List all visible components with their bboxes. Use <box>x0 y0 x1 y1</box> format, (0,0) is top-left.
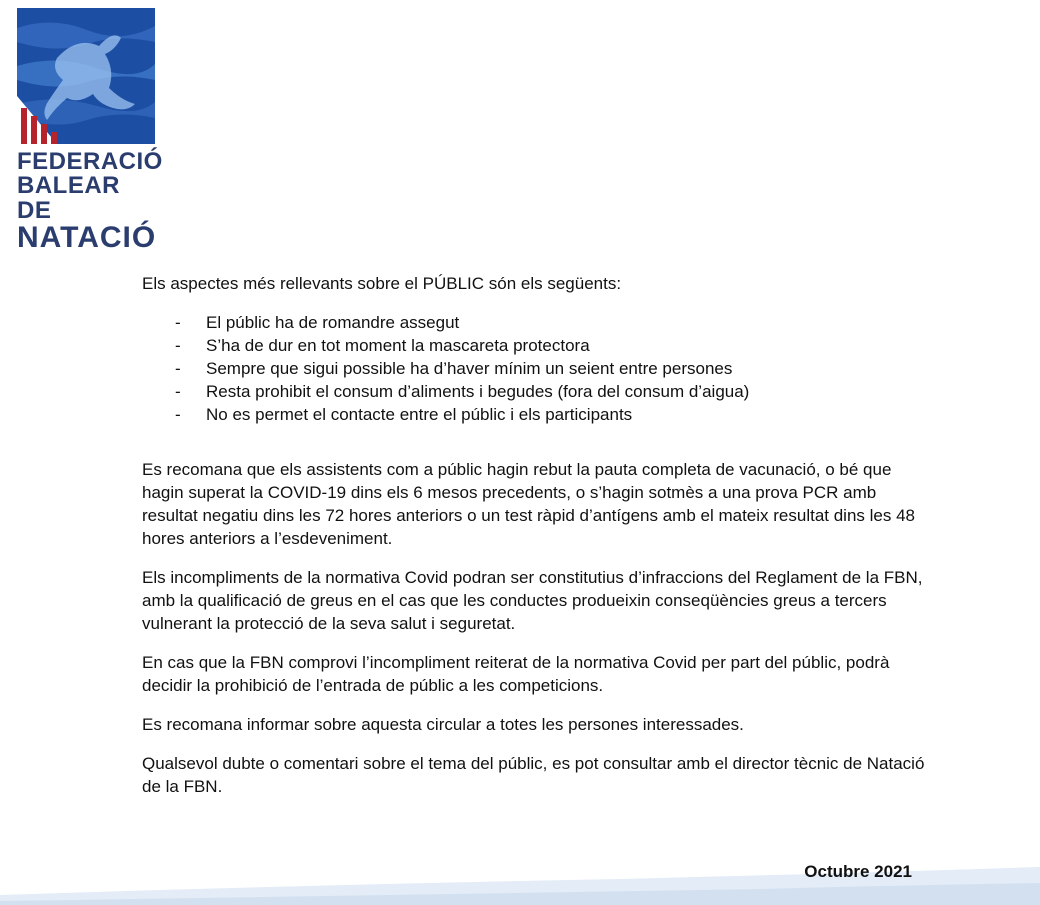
list-item-text: No es permet el contacte entre el públic i els participants <box>206 405 633 424</box>
paragraph-infractions: Els incompliments de la normativa Covid podran ser constitutius d’infraccions del Reglament de la FBN, amb la qualificació de greus en el cas que les conductes produeixin conseqüències greus a tercers vulnerant la protecció de la seva salut i seguretat. <box>142 568 923 633</box>
frog-emblem-icon <box>17 8 155 144</box>
paragraph-prohibition: En cas que la FBN comprovi l’incompliment reiterat de la normativa Covid per part del públic, podrà decidir la prohibició de l’entrada de públic a les competicions. <box>142 653 890 695</box>
paragraph-vaccination: Es recomana que els assistents com a públic hagin rebut la pauta completa de vacunació, o bé que hagin superat la COVID-19 dins els 6 mesos precedents, o s’hagin sotmès a una prova PCR amb resultat negatiu dins les 72 hores anteriors o un test ràpid d’antígens amb el mateix resultat dins les 48 hores anteriors a l’esdeveniment. <box>142 460 915 548</box>
bullet-marker: - <box>175 359 181 378</box>
document-body <box>142 272 932 814</box>
list-item <box>142 357 932 380</box>
logo-line-3: NATACIÓ <box>17 221 157 255</box>
logo-line-1: FEDERACIÓ <box>17 148 163 175</box>
bullet-marker: - <box>175 405 181 424</box>
list-item-text: El públic ha de romandre assegut <box>206 313 460 332</box>
logo-line-2: BALEAR DE <box>17 172 120 224</box>
list-item-text: S’ha de dur en tot moment la mascareta protectora <box>206 336 590 355</box>
bullet-marker: - <box>175 382 181 401</box>
intro-text: Els aspectes més rellevants sobre el PÚBLIC són els següents: <box>142 274 622 293</box>
list-item <box>142 403 932 426</box>
paragraph-inform: Es recomana informar sobre aquesta circular a totes les persones interessades. <box>142 715 744 734</box>
list-item-text: Sempre que sigui possible ha d’haver mínim un seient entre persones <box>206 359 733 378</box>
bullet-list <box>142 311 932 426</box>
list-item <box>142 311 932 334</box>
list-item <box>142 334 932 357</box>
list-item <box>142 380 932 403</box>
logo-wordmark <box>17 148 163 255</box>
federation-logo <box>17 8 163 255</box>
document-date: Octubre 2021 <box>804 862 912 881</box>
bullet-marker: - <box>175 336 181 355</box>
paragraph-contact: Qualsevol dubte o comentari sobre el tema del públic, es pot consultar amb el director tècnic de Natació de la FBN. <box>142 754 925 796</box>
bullet-marker: - <box>175 313 181 332</box>
list-item-text: Resta prohibit el consum d’aliments i begudes (fora del consum d’aigua) <box>206 382 750 401</box>
